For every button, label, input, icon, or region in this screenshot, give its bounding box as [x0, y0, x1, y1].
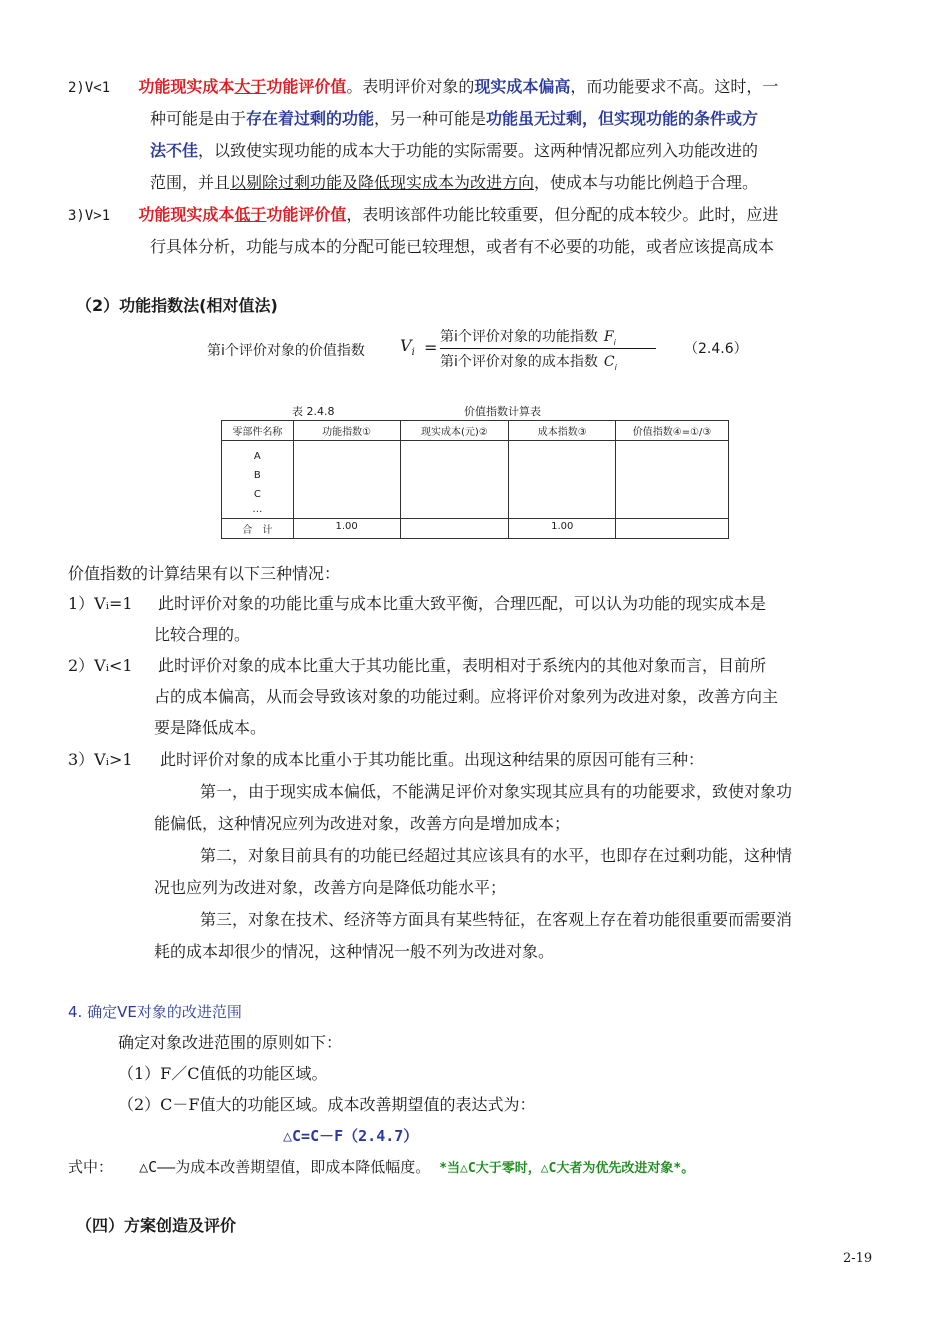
result-3-line-1: 此时评价对象的成本比重小于其功能比重。出现这种结果的原因可能有三种：	[160, 750, 705, 769]
table-total-cell: 1.00	[509, 519, 616, 539]
table-part-names-cell	[222, 441, 294, 519]
result-2-line-1: 此时评价对象的成本比重大于其功能比重，表明相对于系统内的其他对象而言，目前所	[158, 656, 767, 675]
item-3-line-2: 行具体分析，功能与成本的分配可能已较理想，或者有不必要的功能，或者应该提高成本	[150, 237, 775, 256]
where-label: 式中：	[68, 1158, 114, 1176]
formula-var-v: $V_i$	[400, 336, 415, 359]
reason-2-line-2: 况也应列为改进对象，改善方向是降低功能水平；	[154, 878, 507, 897]
item-3-line-1	[68, 202, 778, 229]
item-2-l2-text-2: ，另一种可能是	[374, 109, 487, 128]
table-header-cell: 现实成本(元)②	[400, 421, 509, 441]
page-number: 2-19	[843, 1251, 873, 1266]
table-header-cell: 价值指数④=①/③	[616, 421, 729, 441]
item-3-red-2: 功能评价值	[266, 205, 347, 224]
table-cell	[509, 441, 616, 519]
result-1-line-2: 比较合理的。	[154, 625, 251, 644]
item-2-line-4	[150, 170, 758, 196]
reason-2-line-1: 第二，对象目前具有的功能已经超过其应该具有的水平，也即存在过剩功能，这种情	[200, 846, 793, 865]
item-2-red-1: 功能现实成本	[138, 77, 235, 96]
result-2-line-2: 占的成本偏高，从而会导致该对象的功能过剩。应将评价对象列为改进对象，改善方向主	[154, 687, 779, 706]
table-total-row	[222, 519, 729, 539]
table-total-cell	[400, 519, 509, 539]
result-1-number: 1）Vᵢ=1	[68, 594, 133, 613]
item-2-l4-underlined: 以剔除过剩功能及降低现实成本为改进方向	[230, 173, 535, 192]
part-name: C	[253, 489, 261, 500]
item-2-blue-1: 现实成本偏高	[474, 77, 571, 96]
part-name: …	[252, 504, 263, 515]
table-cell	[616, 441, 729, 519]
results-intro: 价值指数的计算结果有以下三种情况：	[68, 564, 341, 583]
section-4-intro: 确定对象改进范围的原则如下：	[118, 1033, 343, 1052]
item-2-text-1: 。表明评价对象的	[346, 77, 475, 96]
item-3-red-underlined: 低于	[234, 205, 267, 224]
formula-left-text: 第i个评价对象的价值指数	[207, 343, 365, 359]
part-name: B	[253, 470, 261, 481]
item-2-l4-text-1: 范围，并且	[150, 173, 231, 192]
fraction-bar	[440, 348, 656, 349]
item-2-blue-3: 功能虽无过剩，但实现功能的条件或方	[486, 109, 759, 128]
item-2-red-2: 功能评价值	[266, 77, 347, 96]
item-2-red-underlined: 大于	[234, 77, 267, 96]
table-total-cell: 1.00	[293, 519, 400, 539]
where-line	[68, 1154, 694, 1182]
table-total-cell	[616, 519, 729, 539]
item-2-number: 2)V<1	[68, 80, 111, 96]
item-2-line-2	[150, 106, 758, 132]
result-2-line-3: 要是降低成本。	[154, 718, 267, 737]
part-name: A	[253, 451, 261, 462]
reason-3-line-2: 耗的成本却很少的情况，这种情况一般不列为改进对象。	[154, 942, 555, 961]
section-4-item-1: （1）F／C值低的功能区域。	[118, 1064, 328, 1083]
section-4-item-2: （2）C－F值大的功能区域。成本改善期望值的表达式为：	[118, 1095, 536, 1114]
formula-number: （2.4.6）	[684, 341, 748, 357]
item-2-l3-text: ，以致使实现功能的成本大于功能的实际需要。这两种情况都应列入功能改进的	[198, 141, 759, 160]
reason-3-line-1: 第三，对象在技术、经济等方面具有某些特征，在客观上存在着功能很重要而需要消	[200, 910, 793, 929]
formula-2-4-7: △C=C－F（2.4.7）	[283, 1127, 419, 1145]
item-3-red-1: 功能现实成本	[138, 205, 235, 224]
table-header-cell: 零部件名称	[222, 421, 294, 441]
table-row	[222, 441, 729, 519]
item-2-l3-blue: 法不佳	[150, 141, 199, 160]
table-header-cell: 成本指数③	[509, 421, 616, 441]
table-header-row	[222, 421, 729, 441]
reason-1-line-1: 第一，由于现实成本偏低，不能满足评价对象实现其应具有的功能要求，致使对象功	[200, 782, 793, 801]
formula-numerator: 第i个评价对象的功能指数 $F_i$	[440, 329, 616, 347]
item-2-l4-text-2: ，使成本与功能比例趋于合理。	[534, 173, 759, 192]
formula-denominator: 第i个评价对象的成本指数 $C_i$	[440, 354, 617, 372]
where-text: △C——为成本改善期望值，即成本降低幅度。	[139, 1158, 431, 1176]
table-label: 表 2.4.8	[292, 405, 335, 418]
item-2-text-2: ，而功能要求不高。这时，一	[570, 77, 779, 96]
item-2-line-1	[68, 74, 778, 101]
section-four-heading: （四）方案创造及评价	[76, 1216, 237, 1235]
section-4-heading: 4. 确定VE对象的改进范围	[68, 1003, 242, 1021]
formula-equals: =	[424, 338, 438, 357]
result-2-number: 2）Vᵢ<1	[68, 656, 133, 675]
table-title: 价值指数计算表	[464, 405, 541, 418]
item-2-blue-2: 存在着过剩的功能	[246, 109, 375, 128]
table-header-cell: 功能指数①	[293, 421, 400, 441]
item-3-text-1: ，表明该部件功能比较重要，但分配的成本较少。此时，应进	[346, 205, 779, 224]
reason-1-line-2: 能偏低，这种情况应列为改进对象，改善方向是增加成本；	[154, 814, 571, 833]
item-2-l2-text-1: 种可能是由于	[150, 109, 247, 128]
item-3-number: 3)V>1	[68, 208, 111, 224]
item-2-line-3	[150, 138, 758, 164]
result-1-line-1: 此时评价对象的功能比重与成本比重大致平衡，合理匹配，可以认为功能的现实成本是	[158, 594, 767, 613]
table-cell	[400, 441, 509, 519]
result-3-number: 3）Vᵢ>1	[68, 750, 133, 769]
value-index-table	[221, 420, 729, 539]
table-total-label: 合 计	[222, 519, 294, 539]
section-2-heading: （2）功能指数法(相对值法)	[76, 296, 278, 315]
table-cell	[293, 441, 400, 519]
priority-note: *当△C大于零时，△C大者为优先改进对象*。	[439, 1161, 695, 1176]
